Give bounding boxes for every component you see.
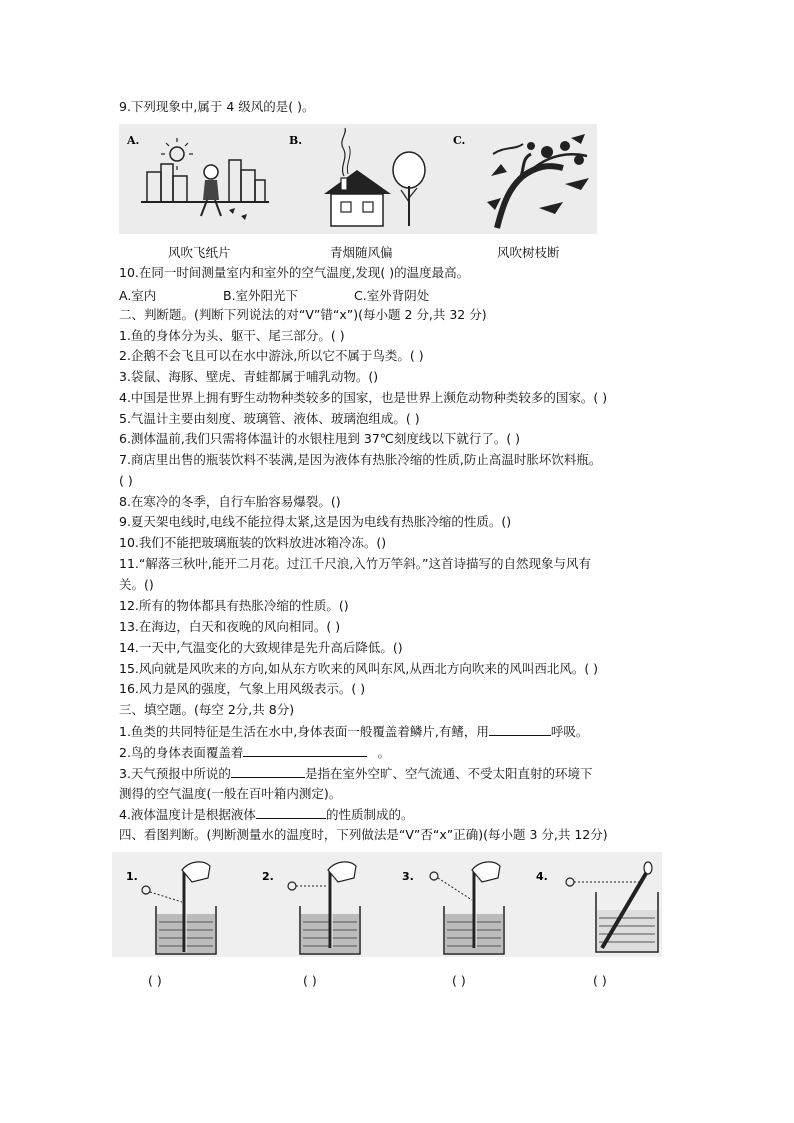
fill-blank-1[interactable] [489, 722, 551, 736]
judge-item-12: 12.所有的物体都具有热胀冷缩的性质。() [119, 598, 349, 613]
figure-3-number: 3. [402, 870, 414, 883]
q10-option-b: B.室外阳光下 [223, 288, 299, 303]
fill-blank-4[interactable] [256, 805, 326, 819]
option-a-caption: 风吹飞纸片 [168, 245, 231, 260]
question-9: 9.下列现象中,属于 4 级风的是( )。 [119, 99, 315, 114]
judge-item-14: 14.一天中,气温变化的大致规律是先升高后降低。() [119, 640, 403, 655]
judge-item-10: 10.我们不能把玻璃瓶装的饮料放进冰箱冷冻。() [119, 535, 387, 550]
judge-item-8: 8.在寒冷的冬季，自行车胎容易爆裂。() [119, 494, 341, 509]
judge-item-9: 9.夏天架电线时,电线不能拉得太紧,这是因为电线有热胀冷缩的性质。() [119, 514, 512, 529]
judge-item-13: 13.在海边，白天和夜晚的风向相同。( ) [119, 619, 341, 634]
judge-item-6: 6.测体温前,我们只需将体温计的水银柱甩到 37℃刻度线以下就行了。( ) [119, 431, 521, 446]
fill-blank-3[interactable] [231, 764, 305, 778]
section-3-title: 三、填空题。(每空 2分,共 8分) [119, 702, 295, 717]
wind-scenes-figure [119, 124, 597, 234]
judge-item-7: 7.商店里出售的瓶装饮料不装满,是因为液体有热胀冷缩的性质,防止高温时胀坏饮料瓶。 [119, 452, 602, 467]
judge-item-4: 4.中国是世界上拥有野生动物种类较多的国家，也是世界上濒危动物种类较多的国家。( ) [119, 390, 608, 405]
fill-item-3-cont: 测得的空气温度(一般在百叶箱内测定)。 [119, 786, 342, 801]
fill-item-3: 3.天气预报中所说的 是指在室外空旷、空气流通、不受太阳直射的环境下 [119, 766, 593, 781]
q10-option-a: A.室内 [119, 288, 157, 303]
option-c-letter: C. [453, 134, 466, 147]
figure-4-answer[interactable]: ( ) [593, 973, 607, 988]
judge-item-15: 15.风向就是风吹来的方向,如从东方吹来的风叫东风,从西北方向吹来的风叫西北风。( ) [119, 661, 599, 676]
fill-blank-2[interactable] [243, 743, 367, 757]
judge-item-7-paren: ( ) [119, 473, 133, 488]
figure-1-number: 1. [126, 870, 138, 883]
option-a-letter: A. [127, 134, 140, 147]
judge-item-2: 2.企鹅不会飞且可以在水中游泳,所以它不属于鸟类。( ) [119, 348, 424, 363]
option-b-caption: 青烟随风偏 [330, 245, 393, 260]
thermometer-figures [112, 852, 662, 957]
figure-2-answer[interactable]: ( ) [303, 973, 317, 988]
figure-1-answer[interactable]: ( ) [148, 973, 162, 988]
fill-item-2: 2.鸟的身体表面覆盖着 。 [119, 745, 390, 760]
judge-item-11-cont: 关。() [119, 577, 154, 592]
option-b-letter: B. [289, 134, 303, 147]
judge-item-16: 16.风力是风的强度，气象上用风级表示。( ) [119, 681, 366, 696]
section-2-title: 二、判断题。(判断下列说法的对“V”错“x”)(每小题 2 分,共 32 分) [119, 307, 487, 322]
judge-item-11: 11.“解落三秋叶,能开二月花。过江千尺浪,入竹万竿斜。”这首诗描写的自然现象与风有 [119, 556, 592, 571]
question-10: 10.在同一时间测量室内和室外的空气温度,发现( )的温度最高。 [119, 265, 470, 280]
section-4-title: 四、看图判断。(判断测量水的温度时，下列做法是“V”否“x”正确)(每小题 3 分,共 12分) [119, 827, 608, 842]
q10-option-c: C.室外背阴处 [354, 288, 430, 303]
option-c-caption: 风吹树枝断 [497, 245, 560, 260]
fill-item-4: 4.液体温度计是根据液体 的性质制成的。 [119, 807, 414, 822]
judge-item-1: 1.鱼的身体分为头、躯干、尾三部分。( ) [119, 328, 345, 343]
judge-item-3: 3.袋鼠、海豚、壁虎、青蛙都属于哺乳动物。() [119, 369, 379, 384]
figure-2-number: 2. [262, 870, 274, 883]
judge-item-5: 5.气温计主要由刻度、玻璃管、液体、玻璃泡组成。( ) [119, 411, 420, 426]
figure-4-number: 4. [536, 870, 548, 883]
figure-3-answer[interactable]: ( ) [452, 973, 466, 988]
fill-item-1: 1.鱼类的共同特征是生活在水中,身体表面一般覆盖着鳞片,有鳍，用 呼吸。 [119, 724, 589, 739]
